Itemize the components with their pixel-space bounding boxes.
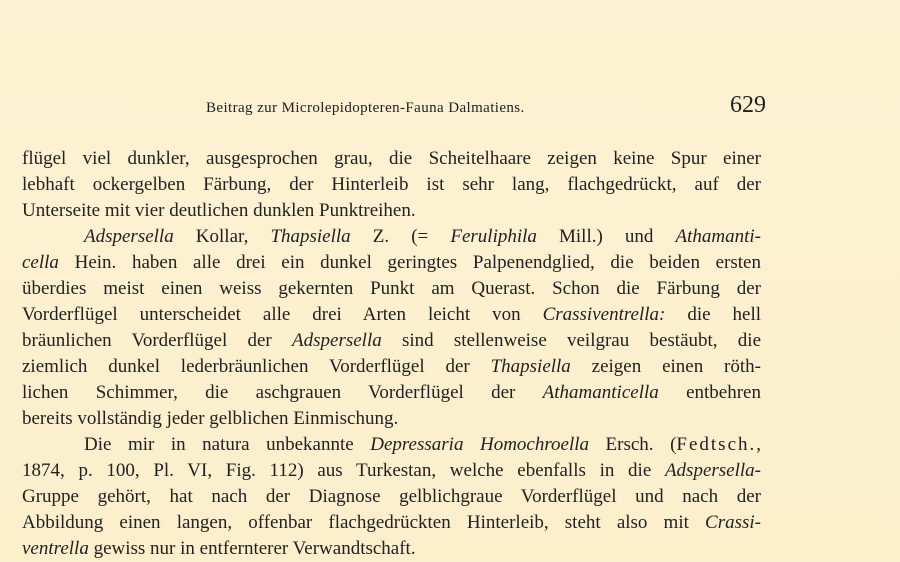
italic-term: Feruliphila: [450, 226, 537, 247]
text-run: Ersch. (: [589, 434, 677, 455]
text-run: lebhaft ockergelben Färbung, der Hinterleib ist sehr lang, flachgedrückt, auf der: [22, 174, 761, 195]
text-run: Z. (=: [350, 226, 451, 247]
italic-term: Crassiventrella:: [542, 304, 666, 325]
text-run: überdies meist einen weiss gekernten Punkt am Querast. Schon die Färbung der: [22, 278, 761, 299]
text-run: Vorderflügel unterscheidet alle drei Arten leicht von: [22, 304, 543, 325]
text-run: 1874, p. 100, Pl. VI, Fig. 112) aus Turkestan, welche ebenfalls in die: [22, 460, 665, 481]
text-run: gewiss nur in entfernterer Verwandtschaft.: [88, 538, 416, 559]
text-line: [22, 146, 761, 172]
text-run: Unterseite mit vier deutlichen dunklen Punktreihen.: [22, 200, 416, 221]
text-line: [22, 484, 761, 510]
text-line: [22, 250, 761, 276]
text-run: Abbildung einen langen, offenbar flachgedrückten Hinterleib, steht also mit: [22, 512, 706, 533]
text-run: Gruppe gehört, hat nach der Diagnose gelblichgraue Vorderflügel und nach der: [22, 486, 761, 507]
italic-term: Thapsiella: [490, 356, 571, 377]
italic-term: Depressaria Homochroella: [370, 434, 590, 455]
italic-term: Athamanticella: [542, 382, 659, 403]
text-line: [22, 328, 761, 354]
running-head: [206, 92, 766, 122]
italic-term: Athamanti-: [675, 226, 762, 247]
italic-term: Adspersella-: [664, 460, 761, 481]
italic-term: Adspersella: [84, 226, 174, 247]
italic-term: cella: [22, 252, 59, 273]
text-line: [22, 302, 761, 328]
text-line: [22, 536, 761, 562]
text-line: [22, 406, 761, 432]
text-run: sind stellenweise veilgrau bestäubt, die: [381, 330, 762, 351]
text-run: flügel viel dunkler, ausgesprochen grau, die Scheitelhaare zeigen keine Spur einer: [22, 148, 761, 169]
text-line: [22, 380, 761, 406]
running-title: Beitrag zur Microlepidopteren-Fauna Dalmatiens.: [206, 100, 525, 116]
text-run: bräunlichen Vorderflügel der: [22, 330, 293, 351]
text-line: [22, 510, 761, 536]
page-number: 629: [730, 92, 766, 118]
text-line: [22, 276, 761, 302]
text-line: [22, 198, 761, 224]
italic-term: Thapsiella: [270, 226, 351, 247]
spaced-author: Fedtsch.: [676, 434, 757, 455]
text-run: Mill.) und: [536, 226, 676, 247]
italic-term: Crassi-: [705, 512, 761, 533]
italic-term: ventrella: [22, 538, 89, 559]
text-run: ,: [756, 434, 762, 455]
text-line: [22, 458, 761, 484]
text-line: [22, 354, 761, 380]
text-run: ziemlich dunkel lederbräunlichen Vorderflügel der: [22, 356, 491, 377]
text-run: die hell: [665, 304, 761, 325]
text-run: lichen Schimmer, die aschgrauen Vorderflügel der: [22, 382, 543, 403]
text-run: Die mir in natura unbekannte: [84, 434, 371, 455]
text-run: zeigen einen röth-: [570, 356, 761, 377]
text-line: [22, 432, 761, 458]
body-text: [22, 146, 761, 562]
text-line: [22, 224, 761, 250]
text-run: Hein. haben alle drei ein dunkel geringtes Palpenendglied, die beiden ersten: [58, 252, 761, 273]
text-run: Kollar,: [173, 226, 271, 247]
text-line: [22, 172, 761, 198]
italic-term: Adspersella: [292, 330, 382, 351]
text-run: bereits vollständig jeder gelblichen Einmischung.: [22, 408, 399, 429]
text-run: entbehren: [658, 382, 761, 403]
